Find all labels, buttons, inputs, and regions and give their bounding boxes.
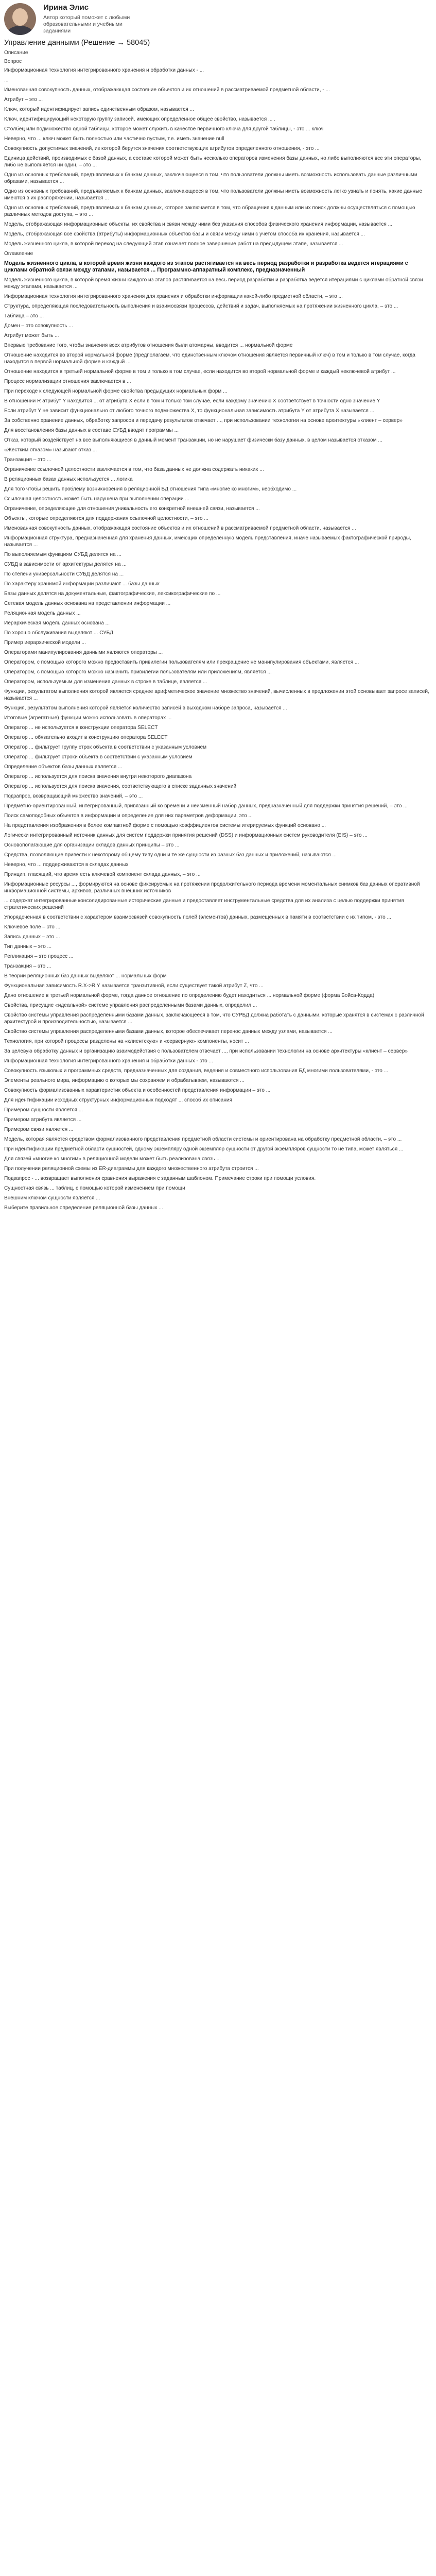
page: [0, 0, 436, 1218]
question-item[interactable]: По хорошо обслуживания выделяют ... СУБД: [4, 630, 114, 636]
question-item[interactable]: Именованная совокупность данных, отображающая состояние объектов и их отношений в рассматриваемой предметной области, - ...: [4, 87, 330, 93]
question-label: Вопрос: [4, 59, 22, 64]
question-item[interactable]: По характеру хранимой информации различают ... базы данных: [4, 581, 160, 587]
question-item[interactable]: Впервые требование того, чтобы значения всех атрибутов отношения были атомарны, вводится ... нормальной форме: [4, 343, 293, 348]
question-item[interactable]: Оператор ... фильтрует строки объекта в соответствии с указанным условием: [4, 754, 193, 760]
question-item[interactable]: Транзакция – это ...: [4, 457, 51, 463]
question-item[interactable]: Отказ, который воздействует на все выполняющиеся в данный момент транзакции, но не нарушает физически базу данных, в целом называется отказом ...: [4, 437, 382, 443]
question-item[interactable]: Определение объектов базы данных является ...: [4, 764, 123, 770]
question-item[interactable]: Технология, при которой процессы разделены на «клиентскую» и «серверную» компоненты, носит ...: [4, 1039, 249, 1044]
question-item[interactable]: Подзапрос - ... возвращает выполнения сравнения выражения с заданным шаблоном. Примечание строки при помощи условия.: [4, 1176, 316, 1181]
question-item[interactable]: Функциональная зависимость R.X->R.Y называется транзитивной, если существует такой атрибут Z, что ...: [4, 983, 264, 989]
question-item[interactable]: Упорядоченная в соответствии с характером взаимосвязей совокупность полей (элементов) данных, размещенных в памяти в соответствии с их типом, - это ...: [4, 914, 391, 920]
question-item[interactable]: Одно из основных требований, предъявляемых к банкам данных, заключающееся в том, что пользователи должны иметь возможность легко узнать и понять, какие данные имеются в их распоряжении, называется ...: [4, 189, 422, 201]
question-item[interactable]: Свойство системы управления распределенными базами данных, заключающееся в том, что СУРБД должна работать с данными, которые хранятся в системах с различной архитектурой и производительностью, называется ...: [4, 1012, 424, 1025]
question-item[interactable]: ... содержат интегрированные консолидированные исторические данные и предоставляет инструментальные средства для их анализа с целью поддержки принятия стратегических решений: [4, 898, 404, 910]
question-item[interactable]: Подзапрос, возвращающий множество значений, – это ...: [4, 793, 143, 799]
question-item[interactable]: Модель жизненного цикла, в которой время жизни каждого из этапов растягивается на весь период разработки и разработка ведется итерациями с циклами обратной связи между этапами, называется ...: [4, 277, 423, 290]
question-item[interactable]: Если атрибут Y не зависит функционально от любого точного подмножества X, то функциональная зависимость атрибута Y от атрибута X называется ...: [4, 408, 375, 414]
question-item[interactable]: ...: [4, 77, 9, 83]
question-item[interactable]: Оператором, с помощью которого можно предоставить привилегии пользователям или прекращение не манипулирования объектами, является ...: [4, 659, 359, 665]
question-item[interactable]: При получении реляционной схемы из ER-диаграммы для каждого множественного атрибута строится ...: [4, 1166, 259, 1172]
question-item[interactable]: Репликация – это процесс ...: [4, 954, 74, 959]
question-item[interactable]: Домен – это совокупность ...: [4, 323, 73, 329]
question-item[interactable]: Для идентификации исходных структурных информационных подходят ... способ их описания: [4, 1097, 233, 1103]
question-item[interactable]: Атрибут – это ...: [4, 97, 43, 103]
question-item[interactable]: Отношение находится во второй нормальной форме (предполагаем, что единственным ключом отношения является первичный ключ) в том и только в том случае, когда находится в первой нормальной форме и каждый ...: [4, 352, 415, 365]
question-item[interactable]: Модель, отображающая все свойства (атрибуты) информационных объектов базы и связи между ними с учетом способа их хранения, называется ...: [4, 231, 365, 237]
question-item[interactable]: При идентификации предметной области сущностей, одному экземпляру одной экземпляр сущности от другой экземпляров сущности то не типа, может являться ...: [4, 1146, 404, 1152]
question-item[interactable]: Элементы реального мира, информацию о которых мы сохраняем и обрабатываем, называются ...: [4, 1078, 245, 1083]
question-item[interactable]: Внешним ключом сущности является ...: [4, 1195, 100, 1201]
question-item[interactable]: Ключевое поле – это ...: [4, 924, 61, 930]
question-item[interactable]: Одно из основных требований, предъявляемых к банкам данных, заключающееся в том, что пользователи должны иметь возможность использовать данные различными образами, называется ...: [4, 172, 417, 184]
question-item[interactable]: Запись данных – это ...: [4, 934, 60, 940]
question-item[interactable]: Совокупность допустимых значений, из которой берутся значения соответствующих атрибутов определенного отношения, - это ...: [4, 146, 320, 151]
question-item[interactable]: Поиск самоподобных объектов в информации и определение для них параметров деформации, это ...: [4, 813, 253, 819]
question-item[interactable]: Ограничение, определяющее для отношения уникальность его конкретной внешней связи, называется ...: [4, 506, 260, 512]
question-item[interactable]: Одно из основных требований, предъявляемых к банкам данных, которое заключается в том, что обращения к данным или их поиск должны осуществляться с помощью различных методов доступа, – это ...: [4, 205, 415, 217]
question-item[interactable]: Сущностная связь ... таблиц, с помощью которой изменением при помощи: [4, 1185, 185, 1191]
question-item[interactable]: Предметно-ориентированный, интегрированный, привязанный ко времени и неизменный набор данных, предназначенный для поддержки принятия решений, – это ...: [4, 803, 408, 809]
question-item[interactable]: Совокупность формализованных характеристик объекта и особенностей представления информации – это ...: [4, 1088, 271, 1093]
question-item[interactable]: Столбец или подмножество одной таблицы, которое может служить в качестве первичного ключа для другой таблицы, - это ... ключ: [4, 126, 324, 132]
question-item[interactable]: Ключ, который идентифицирует запись единственным образом, называется ...: [4, 107, 194, 112]
question-item[interactable]: В реляционных базах данных используется ... логика: [4, 477, 133, 482]
question-item[interactable]: Операторами манипулирования данными являются операторы ...: [4, 650, 163, 655]
question-item[interactable]: Логически интегрированный источник данных для систем поддержки принятия решений (DSS) и информационных систем руководителя (EIS) – это ...: [4, 833, 368, 838]
question-item[interactable]: Оператор ... обязательно входит в конструкцию оператора SELECT: [4, 735, 168, 740]
question-item[interactable]: Именованная совокупность данных, отображающая состояние объектов и их отношений в рассматриваемой предметной области, называется ...: [4, 526, 356, 531]
page-title: Управление данными (Решение → 58045): [4, 39, 150, 47]
question-item[interactable]: Свойства, присущие «идеальной» системе управления распределенными базами данных, определил ...: [4, 1003, 257, 1008]
question-item[interactable]: Принцип, гласящий, что время есть ключевой компонент склада данных, – это ...: [4, 872, 201, 877]
question-item[interactable]: Итоговые (агрегатные) функции можно использовать в операторах ...: [4, 715, 172, 721]
question-item[interactable]: При переходе к следующей нормальной форме свойства предыдущих нормальных форм ...: [4, 388, 228, 394]
question-item[interactable]: Пример иерархической модели ...: [4, 640, 86, 646]
author-name[interactable]: Ирина Элис: [43, 3, 89, 12]
question-item[interactable]: В отношении R атрибут Y находится ... от атрибута X если в том и только том случае, если каждому значению X соответствует в точности одно значение Y: [4, 398, 380, 404]
author-header: [4, 2, 432, 36]
question-item[interactable]: Примером связи является ...: [4, 1127, 74, 1132]
question-item[interactable]: Оператор ... используется для поиска значения внутри некоторого диапазона: [4, 774, 192, 779]
question-item[interactable]: Дано отношение в третьей нормальной форме, тогда данное отношение по определению будет находиться ... нормальной форме (форма Бойса-Кодда): [4, 993, 375, 998]
question-item[interactable]: Ключ, идентифицирующий некоторую группу записей, имеющих определенное общее свойство, называется ... .: [4, 116, 275, 122]
question-item[interactable]: Транзакция – это ...: [4, 963, 51, 969]
question-item[interactable]: Иерархическая модель данных основана ...: [4, 620, 110, 626]
question-item[interactable]: Модель, отображающая информационные объекты, их свойства и связи между ними без указания способов физического хранения информации, называется ...: [4, 222, 393, 227]
question-item[interactable]: Информационная технология интегрированного хранения для хранения и обработки информации какой-либо предметной области, – это ...: [4, 294, 343, 299]
question-item[interactable]: Функции, результатом выполнения которой является среднее арифметическое значение множество значений, вычисленных в предложении этой основывает запросе записей, называется ...: [4, 689, 429, 701]
question-item[interactable]: Оператор ... фильтрует группу строк объекта в соответствии с указанным условием: [4, 744, 207, 750]
question-item[interactable]: Оператором, используемым для изменения данных в строке в таблице, является ...: [4, 679, 207, 685]
question-item[interactable]: За собственно хранение данных, обработку запросов и передачу результатов отвечает ..., при использовании технологии на основе архитектуры «клиент – сервер»: [4, 418, 403, 423]
question-item[interactable]: Модель, которая является средством формализованного представления предметной области системы и ориентирована на обработку предметной области, – это ...: [4, 1137, 402, 1142]
question-item[interactable]: Информационные ресурсы ..., формируются на основе фиксируемых на протяжении продолжительного периода времени моментальных снимков баз данных оперативной информационной системы, архивов, различных внешних источников: [4, 882, 420, 894]
question-item[interactable]: Для связей «многие ко многим» в реляционной модели может быть реализована связь ...: [4, 1156, 221, 1162]
question-item[interactable]: Оператор ... используется для поиска значения, соответствующего в списке заданных значений: [4, 784, 237, 789]
question-item[interactable]: Единица действий, производимых с базой данных, а составе которой может быть несколько операторов изменения базы данных, но либо выполняются все эти операторы, либо не выполняется ни один, – это ...: [4, 156, 422, 168]
question-item[interactable]: Таблица – это ...: [4, 313, 44, 319]
question-item[interactable]: За целевую обработку данных и организацию взаимодействия с пользователем отвечает ..., при использовании технологии на основе архитектуры «клиент – сервер»: [4, 1048, 408, 1054]
question-item[interactable]: Для восстановления базы данных в составе СУБД вводят программы ...: [4, 428, 179, 433]
question-item[interactable]: Структура, определяющая последовательность выполнения и взаимосвязи процессов, действий и задач, выполняемых на протяжении жизненного цикла, – это ...: [4, 303, 398, 309]
question-item[interactable]: Сетевая модель данных основана на представлении информации ...: [4, 601, 171, 606]
question-item[interactable]: Ограничение ссылочной целостности заключается в том, что база данных не должна содержать никаких ...: [4, 467, 264, 472]
question-item[interactable]: Функция, результатом выполнения которой является количество записей в выходном наборе запроса, называется ...: [4, 705, 287, 711]
question-item[interactable]: В теории реляционных баз данных выделяют ... нормальных форм: [4, 973, 167, 979]
author-description: Автор который поможет с любыми образовательными и учебными заданиями: [43, 14, 130, 34]
question-list: [4, 67, 432, 1211]
question-item[interactable]: Выберите правильное определение реляционной базы данных ...: [4, 1205, 163, 1211]
avatar-face: [12, 8, 28, 26]
question-item[interactable]: Модель жизненного цикла, в которой время жизни каждого из этапов растягивается на весь период разработки и разработка ведется итерациями с циклами обратной связи между этапами, называется ... Программно-аппаратный комплекс, предназначенный: [4, 260, 408, 273]
question-item[interactable]: Информационная технология интегрированного хранения и обработки данных - это ...: [4, 1058, 213, 1064]
question-item[interactable]: Реляционная модель данных ...: [4, 611, 81, 616]
question-item[interactable]: Основополагающие для организации складов данных принципы – это ...: [4, 842, 180, 848]
question-item[interactable]: Свойство системы управления распределенными базами данных, которое обеспечивает перенос данных между узлами, называется ...: [4, 1029, 333, 1035]
question-item[interactable]: На представления изображения в более компактной форме с помощью коэффициентов системы итерируемых функций основано ...: [4, 823, 326, 828]
question-item[interactable]: Примером атрибута является ...: [4, 1117, 82, 1123]
question-item[interactable]: «Жестким отказом» называют отказ ...: [4, 447, 97, 453]
question-item[interactable]: Оператор ... не используется в конструкции оператора SELECT: [4, 725, 158, 731]
author-avatar[interactable]: [4, 3, 36, 35]
question-item[interactable]: Базы данных делятся на документальные, фактографические, лексикографические по ...: [4, 591, 221, 597]
question-item[interactable]: Процесс нормализации отношения заключается в ...: [4, 379, 131, 384]
avatar-body: [7, 26, 33, 35]
description-label: Описание: [4, 50, 28, 56]
question-item[interactable]: Информационная технология интегрированного хранения и обработки данных - ...: [4, 67, 204, 73]
question-item[interactable]: Ссылочная целостность может быть нарушена при выполнении операции ...: [4, 496, 189, 502]
question-item[interactable]: Примером сущности является ...: [4, 1107, 83, 1113]
question-item[interactable]: Средства, позволяющие привести к некоторому общему типу одни и те же сущности из разных баз данных и приложений, называются ...: [4, 852, 337, 858]
question-item[interactable]: По выполняемым функциям СУБД делятся на ...: [4, 552, 121, 557]
question-item[interactable]: Для того чтобы решить проблему возникновения в реляционной БД отношения типа «многие ко многим», необходимо ...: [4, 486, 297, 492]
question-item[interactable]: По степени универсальности СУБД делятся на ...: [4, 571, 124, 577]
question-item[interactable]: Модель жизненного цикла, в которой переход на следующий этап означает полное завершение работ на предыдущем этапе, называется ...: [4, 241, 343, 247]
question-item[interactable]: Отношение находится в третьей нормальной форме в том и только в том случае, если находится во второй нормальной форме и каждый неключевой атрибут ...: [4, 369, 396, 375]
question-item[interactable]: Неверно, что ... поддерживаются в складах данных: [4, 862, 129, 868]
question-item[interactable]: Тип данных – это ...: [4, 944, 52, 950]
question-item[interactable]: Информационная структура, предназначенная для хранения данных, имеющих определенную модель представления, иначе называемых фактографической природы, называется ...: [4, 535, 411, 548]
question-item[interactable]: Неверно, что ... ключ может быть полностью или частично пустым, т.е. иметь значение null: [4, 136, 224, 142]
question-item[interactable]: Оглавление: [4, 251, 33, 257]
question-item[interactable]: Совокупность языковых и программных средств, предназначенных для создания, ведения и совместного использования БД многими пользователями, - это ...: [4, 1068, 389, 1074]
question-item[interactable]: Объекты, которые определяются для поддержания ссылочной целостности, – это ...: [4, 516, 208, 521]
question-item[interactable]: Оператором, с помощью которого можно назначить привилегии пользователям или приложениям, является ...: [4, 669, 272, 675]
question-item[interactable]: СУБД в зависимости от архитектуры делятся на ...: [4, 562, 127, 567]
question-item[interactable]: Атрибут может быть ...: [4, 333, 59, 338]
